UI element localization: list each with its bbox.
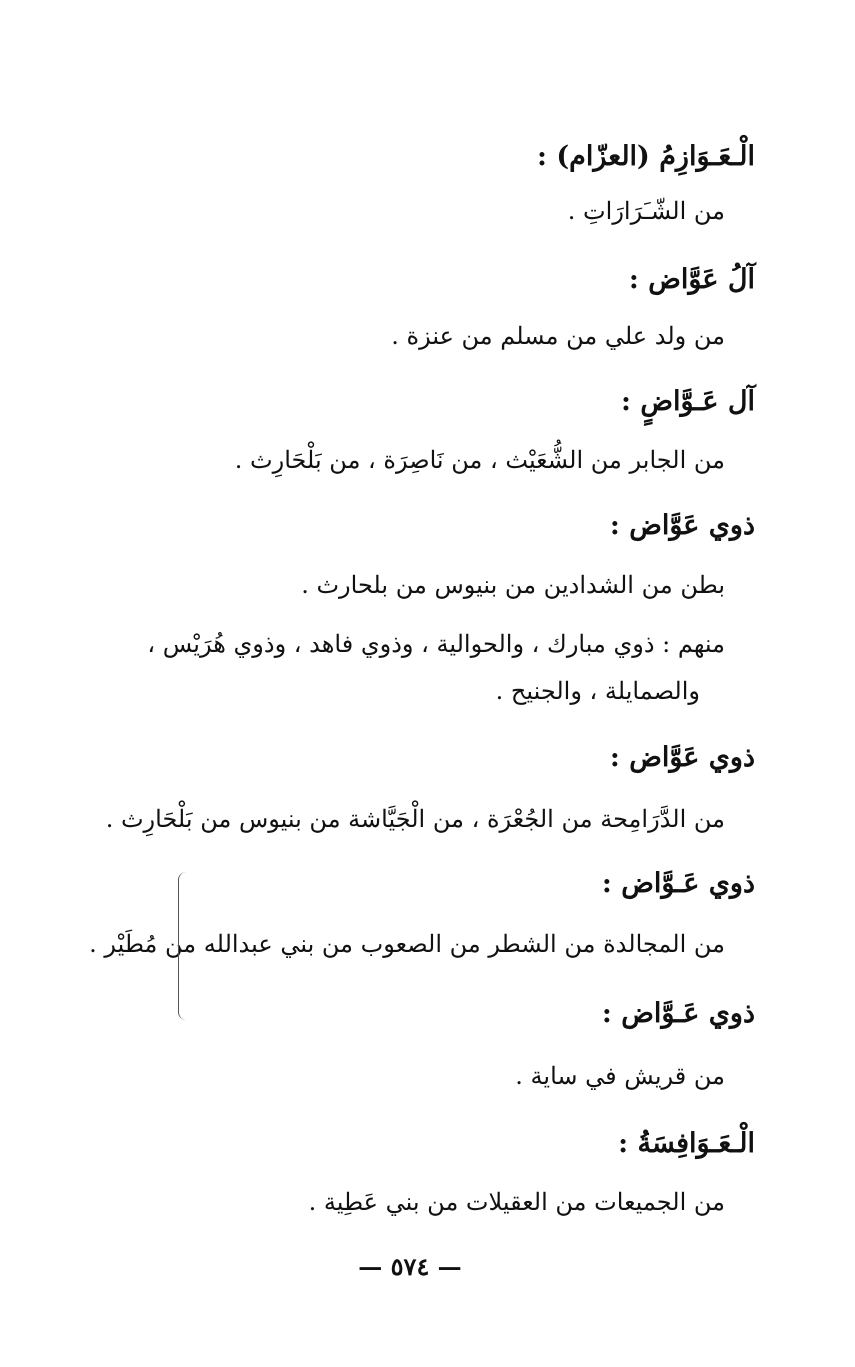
- entry-text: من الجابر من الشُّعَيْث ، من نَاصِرَة ، من بَلْحَارِث .: [234, 446, 725, 474]
- entry-heading: الْـعَـوَازِمُ (العزّام) :: [537, 141, 755, 172]
- margin-bracket: [178, 872, 189, 1020]
- entry-text: من الدَّرَامِحة من الجُعْرَة ، من الْجَيَّاشة من بنيوس من بَلْحَارِث .: [105, 805, 725, 833]
- entry-text: من قريش في ساية .: [515, 1062, 725, 1090]
- page-number: — ٥٧٤ —: [358, 1252, 462, 1281]
- entry-heading: ذوي عَـوَّاض :: [601, 998, 755, 1029]
- entry-text: والصمايلة ، والجنيح .: [495, 677, 700, 705]
- entry-heading: ذوي عَـوَّاض :: [601, 868, 755, 899]
- entry-text: بطن من الشدادين من بنيوس من بلحارث .: [301, 571, 725, 599]
- entry-text: منهم : ذوي مبارك ، والحوالية ، وذوي فاهد ، وذوي هُرَيْس ،: [147, 630, 725, 658]
- entry-text: من المجالدة من الشطر من الصعوب من بني عبدالله من مُطَيْر .: [89, 930, 725, 958]
- entry-text: من ولد علي من مسلم من عنزة .: [391, 322, 725, 350]
- entry-heading: ذوي عَوَّاض :: [609, 510, 755, 541]
- entry-heading: ذوي عَوَّاض :: [609, 742, 755, 773]
- entry-text: من الشّـَرَارَاتِ .: [567, 197, 725, 225]
- entry-text: من الجميعات من العقيلات من بني عَطِية .: [308, 1188, 725, 1216]
- entry-heading: آل عَـوَّاضٍ :: [621, 386, 755, 417]
- entry-heading: الْـعَـوَافِسَةُ :: [618, 1128, 755, 1159]
- entry-heading: آلُ عَوَّاض :: [628, 264, 755, 295]
